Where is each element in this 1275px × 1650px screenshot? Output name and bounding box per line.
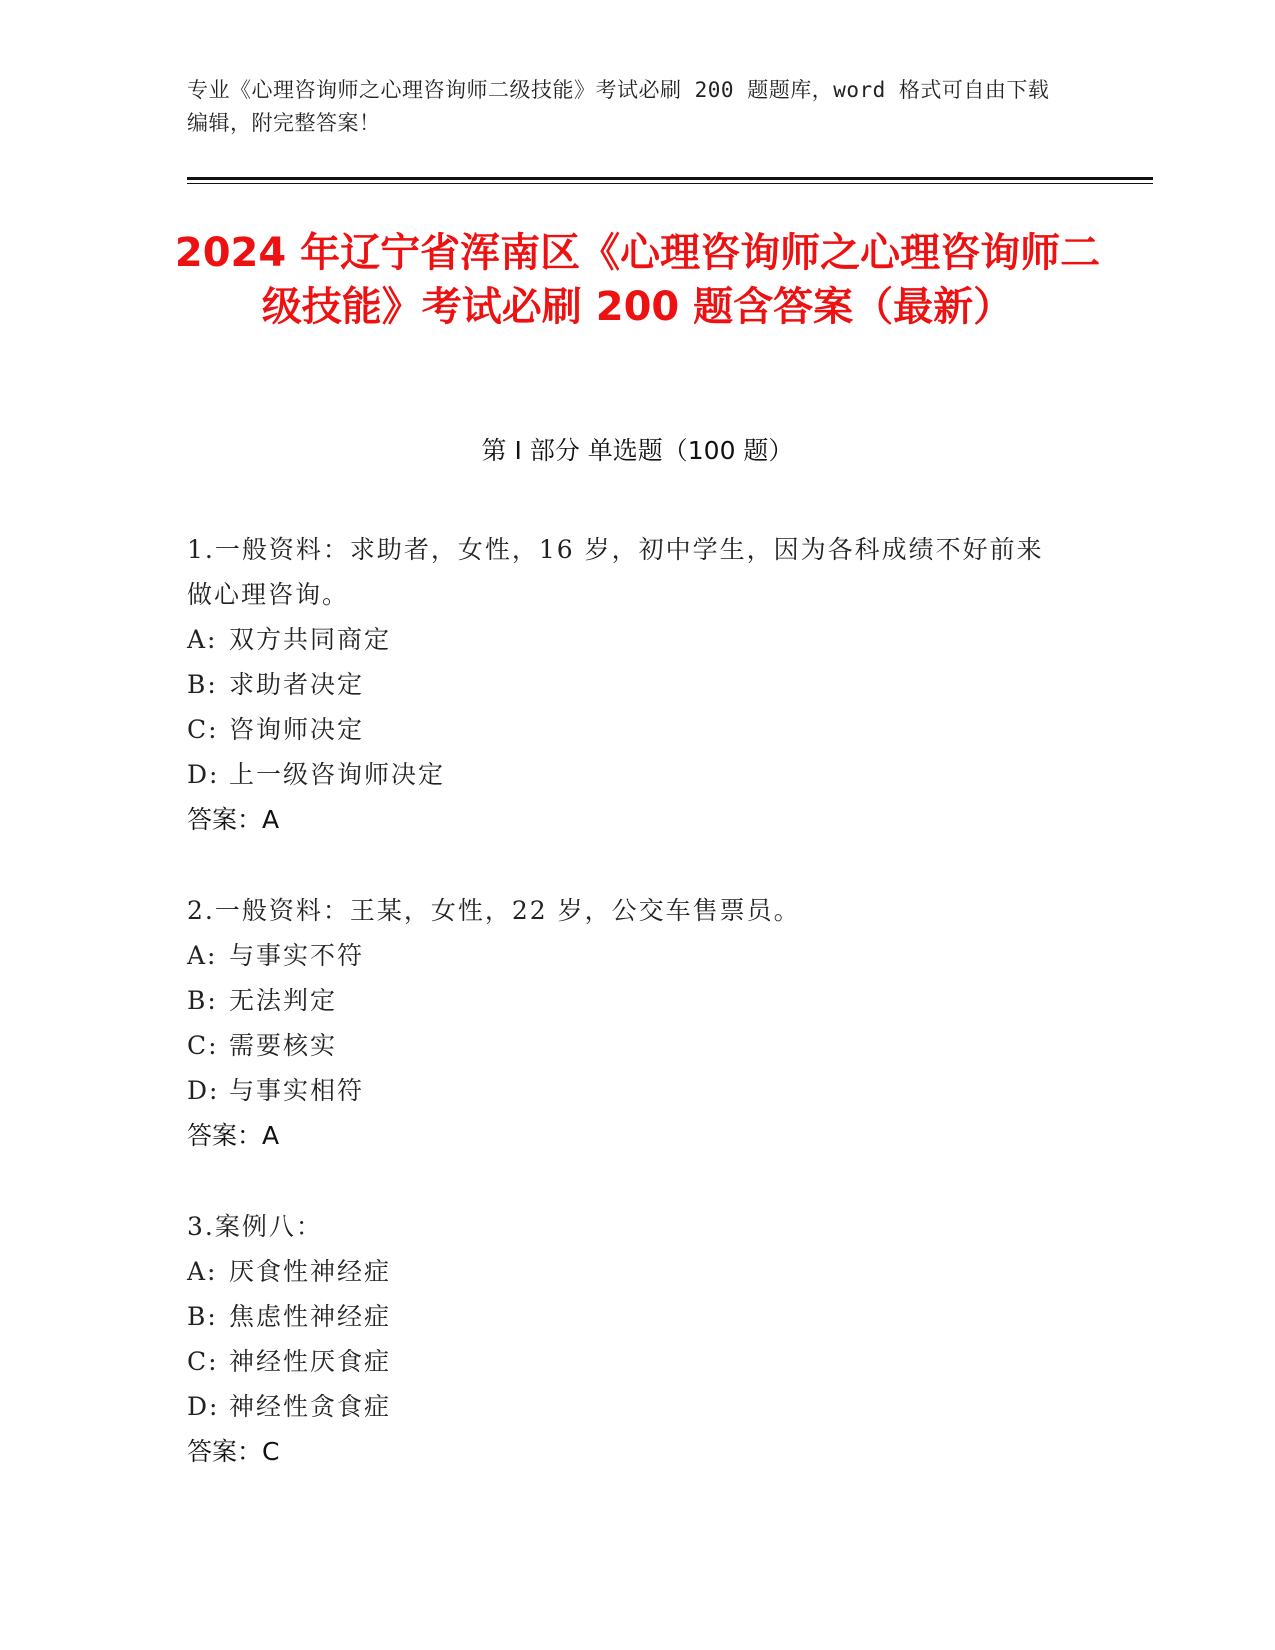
option-a <box>187 617 1067 662</box>
question-1 <box>187 527 1067 842</box>
option-letter: C: <box>187 1031 219 1060</box>
option-d <box>187 752 1067 797</box>
question-2 <box>187 888 1067 1158</box>
section-title: 第 I 部分 单选题（100 题） <box>481 436 794 465</box>
question-stem: 3.案例八： <box>187 1212 323 1241</box>
option-text: 与事实相符 <box>229 1076 365 1105</box>
option-letter: B: <box>187 1302 218 1331</box>
option-letter: A: <box>187 941 218 970</box>
option-text: 上一级咨询师决定 <box>229 760 446 789</box>
option-text: 神经性厌食症 <box>229 1347 392 1376</box>
option-text: 需要核实 <box>229 1031 338 1060</box>
option-b <box>187 1294 1067 1339</box>
option-b <box>187 662 1067 707</box>
option-a <box>187 1249 1067 1294</box>
option-text: 无法判定 <box>229 986 338 1015</box>
option-c <box>187 707 1067 752</box>
option-text: 求助者决定 <box>229 670 365 699</box>
question-list <box>187 527 1067 1520</box>
option-text: 与事实不符 <box>229 941 365 970</box>
header-rule-thin <box>187 183 1153 184</box>
option-b <box>187 978 1067 1023</box>
option-d <box>187 1068 1067 1113</box>
option-text: 双方共同商定 <box>229 625 392 654</box>
option-c <box>187 1023 1067 1068</box>
question-3 <box>187 1204 1067 1474</box>
option-letter: D: <box>187 760 220 789</box>
document-title: 2024 年辽宁省浑南区《心理咨询师之心理咨询师二级技能》考试必刷 200 题含答案（最新） <box>174 230 1101 330</box>
option-letter: A: <box>187 625 218 654</box>
option-text: 厌食性神经症 <box>229 1257 392 1286</box>
question-stem: 1.一般资料：求助者，女性，16 岁，初中学生，因为各科成绩不好前来做心理咨询。 <box>187 535 1044 609</box>
answer-line: 答案：C <box>187 1437 280 1466</box>
answer-line: 答案：A <box>187 805 280 834</box>
header-note: 专业《心理咨询师之心理咨询师二级技能》考试必刷 200 题题库，word 格式可自由下载编辑，附完整答案！ <box>187 78 1050 135</box>
question-stem: 2.一般资料：王某，女性，22 岁，公交车售票员。 <box>187 896 801 925</box>
header-rule-thick <box>187 177 1153 180</box>
option-a <box>187 933 1067 978</box>
option-letter: D: <box>187 1076 220 1105</box>
option-letter: B: <box>187 986 218 1015</box>
option-letter: D: <box>187 1392 220 1421</box>
option-letter: C: <box>187 715 219 744</box>
option-letter: C: <box>187 1347 219 1376</box>
option-text: 咨询师决定 <box>229 715 365 744</box>
option-letter: B: <box>187 670 218 699</box>
option-c <box>187 1339 1067 1384</box>
option-d <box>187 1384 1067 1429</box>
option-text: 神经性贪食症 <box>229 1392 392 1421</box>
option-text: 焦虑性神经症 <box>229 1302 392 1331</box>
answer-line: 答案：A <box>187 1121 280 1150</box>
option-letter: A: <box>187 1257 218 1286</box>
